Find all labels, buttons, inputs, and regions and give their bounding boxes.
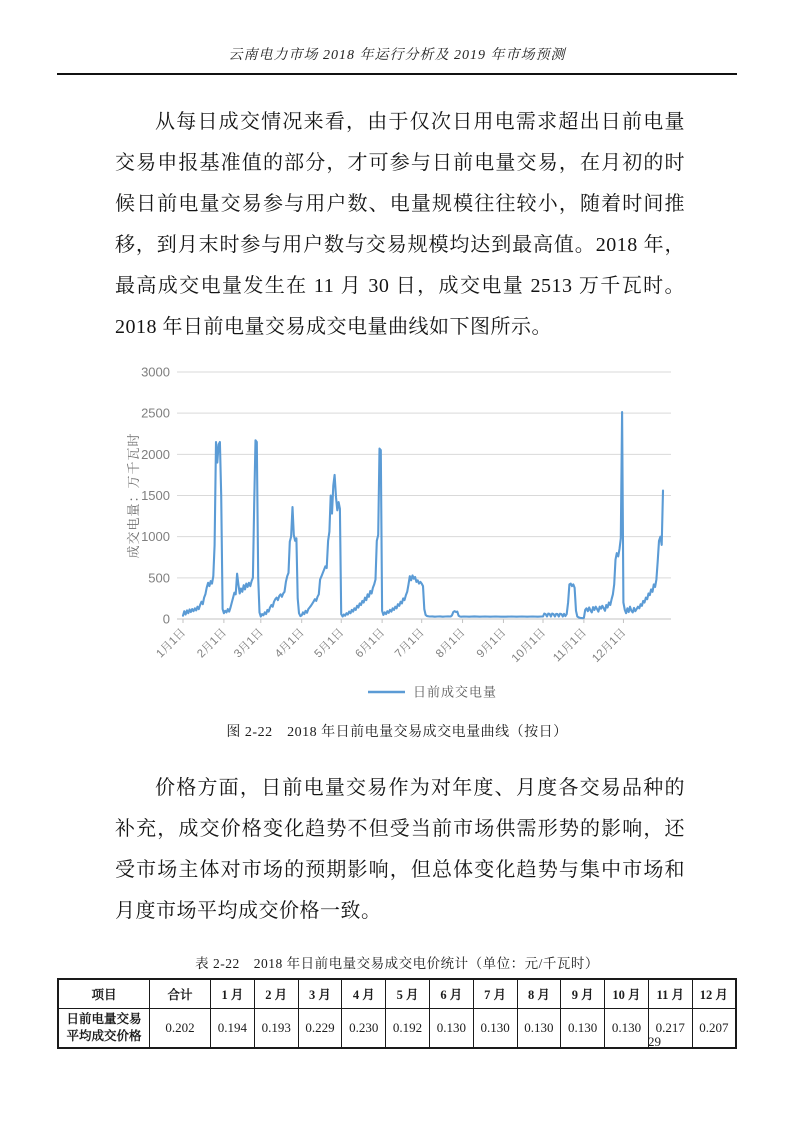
price-table-body bbox=[58, 1009, 736, 1049]
table-cell: 0.217 bbox=[648, 1009, 692, 1049]
page-number: 29 bbox=[648, 1034, 661, 1049]
figure-2-22 bbox=[123, 362, 737, 715]
volume-line-chart bbox=[123, 362, 705, 710]
y-axis-tick-label: 2500 bbox=[141, 405, 170, 421]
table-cell: 0.130 bbox=[517, 1009, 561, 1049]
x-axis-tick-label: 9月1日 bbox=[474, 626, 509, 661]
price-table bbox=[57, 978, 737, 1049]
y-axis-tick-label: 500 bbox=[148, 570, 170, 586]
x-axis-tick-label: 10月1日 bbox=[509, 626, 549, 665]
table-cell: 0.130 bbox=[429, 1009, 473, 1049]
x-axis-tick-label: 7月1日 bbox=[393, 626, 427, 661]
y-axis-tick-label: 1500 bbox=[141, 488, 170, 503]
table-cell: 0.230 bbox=[342, 1009, 386, 1049]
table-cell: 0.229 bbox=[298, 1009, 342, 1049]
table-header-cell: 8 月 bbox=[517, 979, 561, 1009]
table-header-cell: 1 月 bbox=[211, 979, 255, 1009]
table-header-cell: 项目 bbox=[58, 979, 150, 1009]
table-header-cell: 合计 bbox=[150, 979, 211, 1009]
table-header-cell: 3 月 bbox=[298, 979, 342, 1009]
x-axis-tick-label: 12月1日 bbox=[590, 626, 629, 665]
legend-label: 日前成交电量 bbox=[413, 684, 498, 700]
paragraph-price: 价格方面，日前电量交易作为对年度、月度各交易品种的补充，成交价格变化趋势不但受当前市场供需形势的影响，还受市场主体对市场的预期影响，但总体变化趋势与集中市场和月度市场平均成交价格一致。 bbox=[115, 777, 685, 922]
table-header-row bbox=[58, 979, 736, 1009]
table-cell: 0.194 bbox=[211, 1009, 255, 1049]
table-caption: 表 2-22 2018 年日前电量交易成交电价统计（单位：元/千瓦时） bbox=[195, 956, 599, 971]
table-cell: 0.193 bbox=[254, 1009, 298, 1049]
table-header-cell: 9 月 bbox=[561, 979, 605, 1009]
price-table-header bbox=[58, 979, 736, 1009]
table-cell: 0.130 bbox=[561, 1009, 605, 1049]
table-header-cell: 11 月 bbox=[648, 979, 692, 1009]
table-header-cell: 12 月 bbox=[692, 979, 736, 1009]
table-cell: 0.192 bbox=[386, 1009, 430, 1049]
table-cell: 0.130 bbox=[605, 1009, 649, 1049]
x-axis-tick-label: 2月1日 bbox=[195, 626, 230, 661]
y-axis-tick-label: 3000 bbox=[141, 364, 170, 380]
x-axis-tick-label: 3月1日 bbox=[232, 626, 266, 661]
x-axis-tick-label: 6月1日 bbox=[353, 626, 388, 661]
document-title: 云南电力市场 2018 年运行分析及 2019 年市场预测 bbox=[228, 48, 566, 63]
y-axis-tick-label: 1000 bbox=[141, 529, 170, 545]
header-rule bbox=[57, 73, 737, 75]
page-header bbox=[57, 44, 737, 75]
table-header-cell: 4 月 bbox=[342, 979, 386, 1009]
y-axis-tick-label: 0 bbox=[162, 611, 170, 627]
table-cell: 0.130 bbox=[473, 1009, 517, 1049]
table-header-cell: 10 月 bbox=[605, 979, 649, 1009]
y-axis-tick-label: 2000 bbox=[141, 446, 170, 462]
x-axis-tick-label: 11月1日 bbox=[551, 626, 590, 665]
x-axis-tick-label: 5月1日 bbox=[312, 626, 347, 661]
y-axis-title: 成交电量：万千瓦时 bbox=[126, 432, 141, 559]
x-axis-tick-label: 1月1日 bbox=[154, 626, 189, 661]
figure-caption: 图 2-22 2018 年日前电量交易成交电量曲线（按日） bbox=[226, 725, 568, 740]
table-header-cell: 2 月 bbox=[254, 979, 298, 1009]
table-cell: 0.202 bbox=[150, 1009, 211, 1049]
table-cell: 0.207 bbox=[692, 1009, 736, 1049]
series-line bbox=[183, 412, 663, 618]
table-row bbox=[58, 1009, 736, 1049]
table-header-cell: 6 月 bbox=[429, 979, 473, 1009]
paragraph-daily-trading: 从每日成交情况来看，由于仅次日用电需求超出日前电量交易申报基准值的部分，才可参与日前电量交易，在月初的时候日前电量交易参与用户数、电量规模往往较小，随着时间推移，到月末时参与用户数与交易规模均达到最高值。2018 年，最高成交电量发生在 11 月 30 日，成交电量 2513 万千瓦时。2018 年日前电量交易成交电量曲线如下图所示。 bbox=[115, 111, 685, 338]
table-row-label: 日前电量交易平均成交价格 bbox=[58, 1009, 150, 1049]
x-axis-tick-label: 4月1日 bbox=[273, 626, 307, 661]
table-header-cell: 7 月 bbox=[473, 979, 517, 1009]
table-header-cell: 5 月 bbox=[386, 979, 430, 1009]
x-axis-tick-label: 8月1日 bbox=[433, 626, 468, 661]
